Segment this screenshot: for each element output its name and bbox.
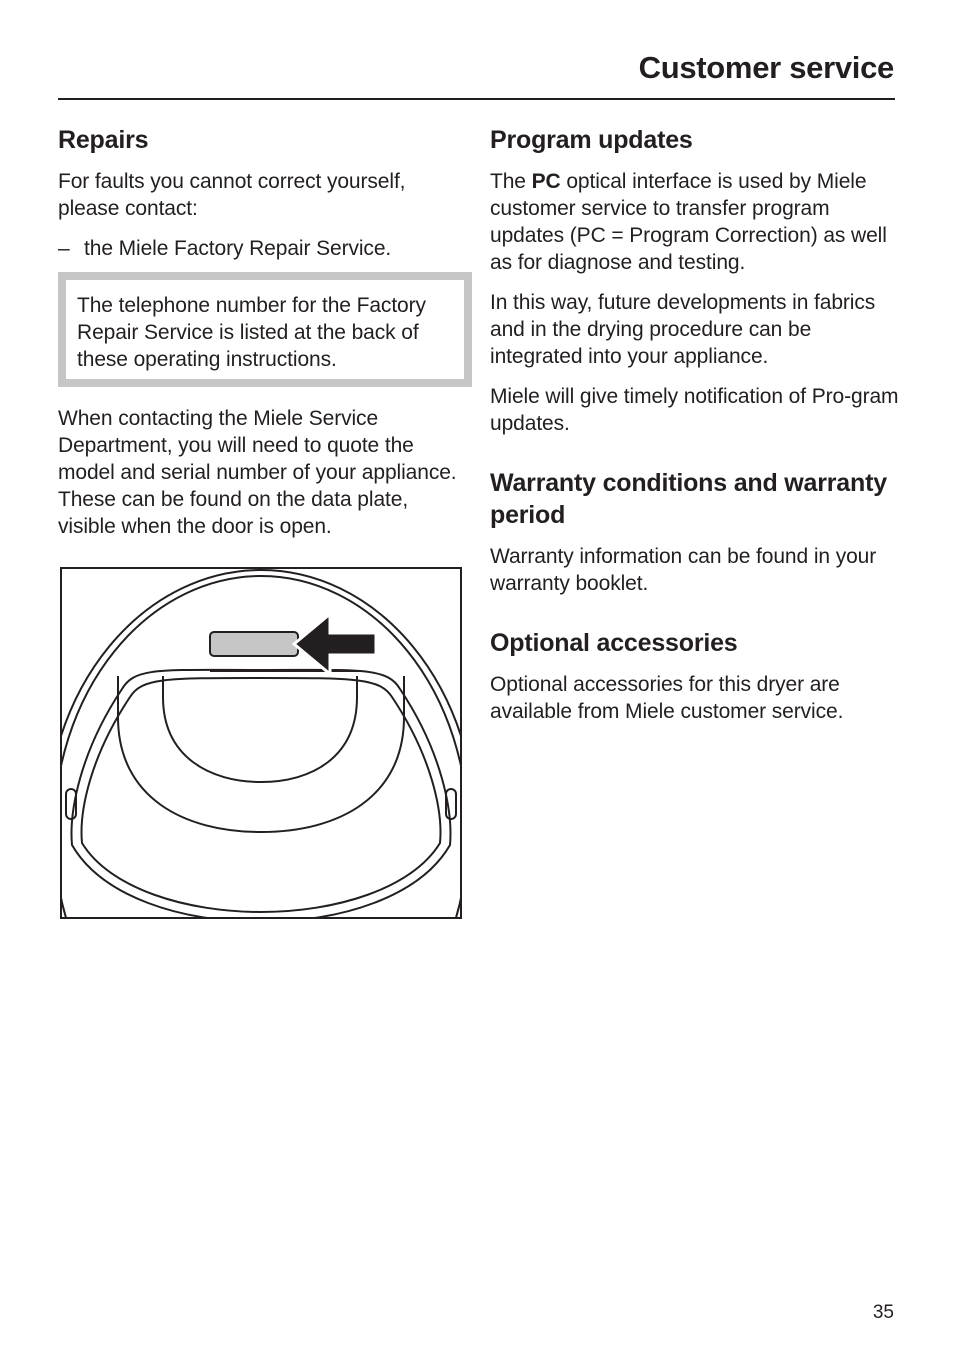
header-divider xyxy=(58,98,895,100)
program-updates-text-2: In this way, future developments in fabrics and in the drying procedure can be integrated into your appliance. xyxy=(490,291,876,368)
text-run: optical interface is used by Miele customer service to transfer program updates (PC = Program Correction) as well as for diagnose and testing. xyxy=(490,170,887,274)
program-updates-text-3: Miele will give timely notification of Pro-gram updates. xyxy=(490,385,899,435)
program-updates-text-1 xyxy=(490,168,900,276)
repairs-heading: Repairs xyxy=(58,126,149,154)
page-title: Customer service xyxy=(638,50,894,85)
data-plate-illustration xyxy=(60,567,462,919)
note-box xyxy=(58,272,472,387)
program-updates-heading: Program updates xyxy=(490,126,693,154)
warranty-heading: Warranty conditions and warranty period xyxy=(490,469,887,529)
pc-label: PC xyxy=(531,170,561,193)
accessories-text: Optional accessories for this dryer are available from Miele customer service. xyxy=(490,673,844,723)
list-item-text: the Miele Factory Repair Service. xyxy=(84,237,392,260)
page-number: 35 xyxy=(872,1302,894,1323)
accessories-heading: Optional accessories xyxy=(490,629,738,657)
contact-text: When contacting the Miele Service Department, you will need to quote the model and serial number of your appliance. xyxy=(58,407,457,484)
right-column xyxy=(490,124,900,725)
dash-bullet: – xyxy=(58,237,70,260)
warranty-text: Warranty information can be found in your warranty booklet. xyxy=(490,545,877,595)
list-item xyxy=(58,235,464,262)
data-plate xyxy=(210,632,298,656)
left-column xyxy=(58,124,464,924)
data-plate-text: These can be found on the data plate, visible when the door is open. xyxy=(58,488,409,538)
text-run: The xyxy=(490,170,532,193)
note-text: The telephone number for the Factory Repair Service is listed at the back of these operating instructions. xyxy=(77,294,426,371)
repairs-intro: For faults you cannot correct yourself, please contact: xyxy=(58,170,406,220)
